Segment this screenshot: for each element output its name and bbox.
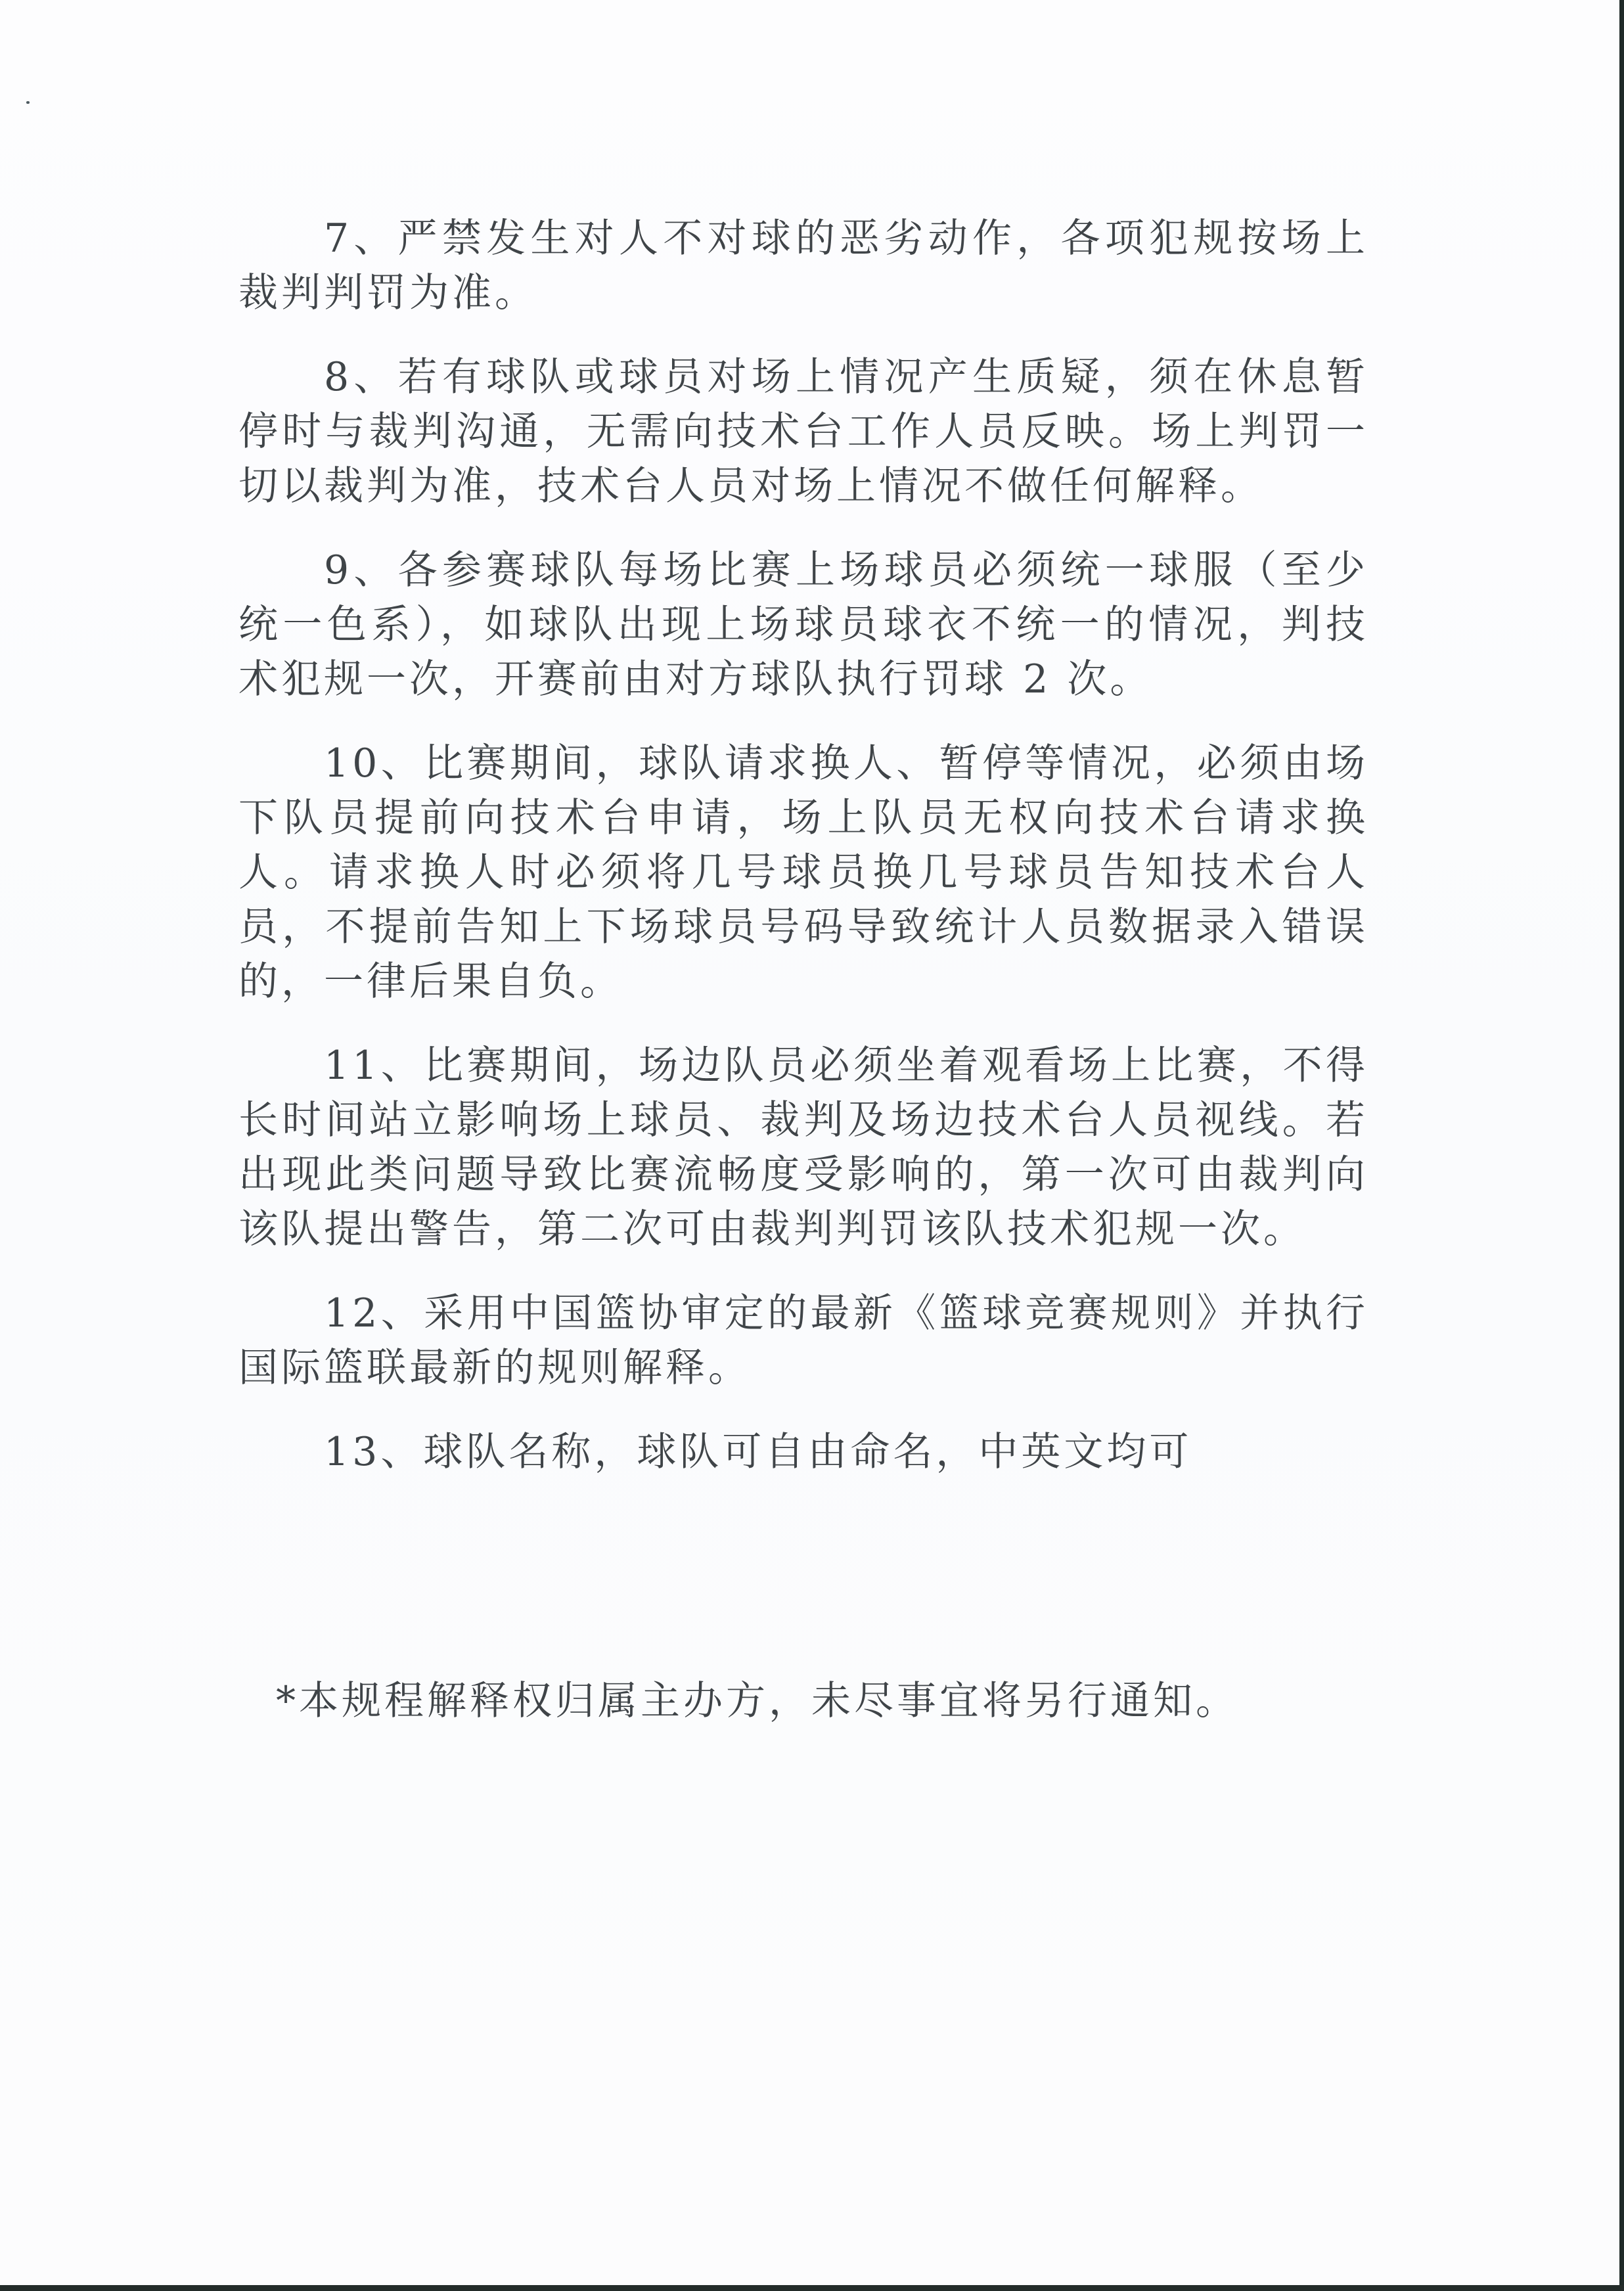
clause-9: 9、各参赛球队每场比赛上场球员必须统一球服（至少统一色系），如球队出现上场球员球衣不统一的情况，判技术犯规一次，开赛前由对方球队执行罚球 2 次。 (238, 547, 1368, 702)
clause-7: 7、严禁发生对人不对球的恶劣动作，各项犯规按场上裁判判罚为准。 (238, 215, 1368, 316)
clause-10: 10、比赛期间，球队请求换人、暂停等情况，必须由场下队员提前向技术台申请，场上队员无权向技术台请求换人。请求换人时必须将几号球员换几号球员告知技术台人员，不提前告知上下场球员号码导致统计人员数据录入错误的，一律后果自负。 (238, 740, 1368, 1005)
rules-body (238, 212, 1368, 1480)
footnote-disclaimer: *本规程解释权归属主办方，未尽事宜将另行通知。 (276, 1678, 1238, 1724)
clause-11: 11、比赛期间，场边队员必须坐着观看场上比赛，不得长时间站立影响场上球员、裁判及场边技术台人员视线。若出现此类问题导致比赛流畅度受影响的，第一次可由裁判向该队提出警告，第二次可由裁判判罚该队技术犯规一次。 (238, 1043, 1368, 1252)
clause-8: 8、若有球队或球员对场上情况产生质疑，须在休息暂停时与裁判沟通，无需向技术台工作人员反映。场上判罚一切以裁判为准，技术台人员对场上情况不做任何解释。 (238, 354, 1368, 509)
scanner-edge-right (1619, 0, 1624, 2291)
clause-13: 13、球队名称，球队可自由命名，中英文均可 (324, 1429, 1192, 1475)
scanner-edge-bottom (0, 2285, 1624, 2291)
scan-speck (26, 101, 30, 104)
clause-12: 12、采用中国篮协审定的最新《篮球竞赛规则》并执行国际篮联最新的规则解释。 (238, 1290, 1368, 1391)
